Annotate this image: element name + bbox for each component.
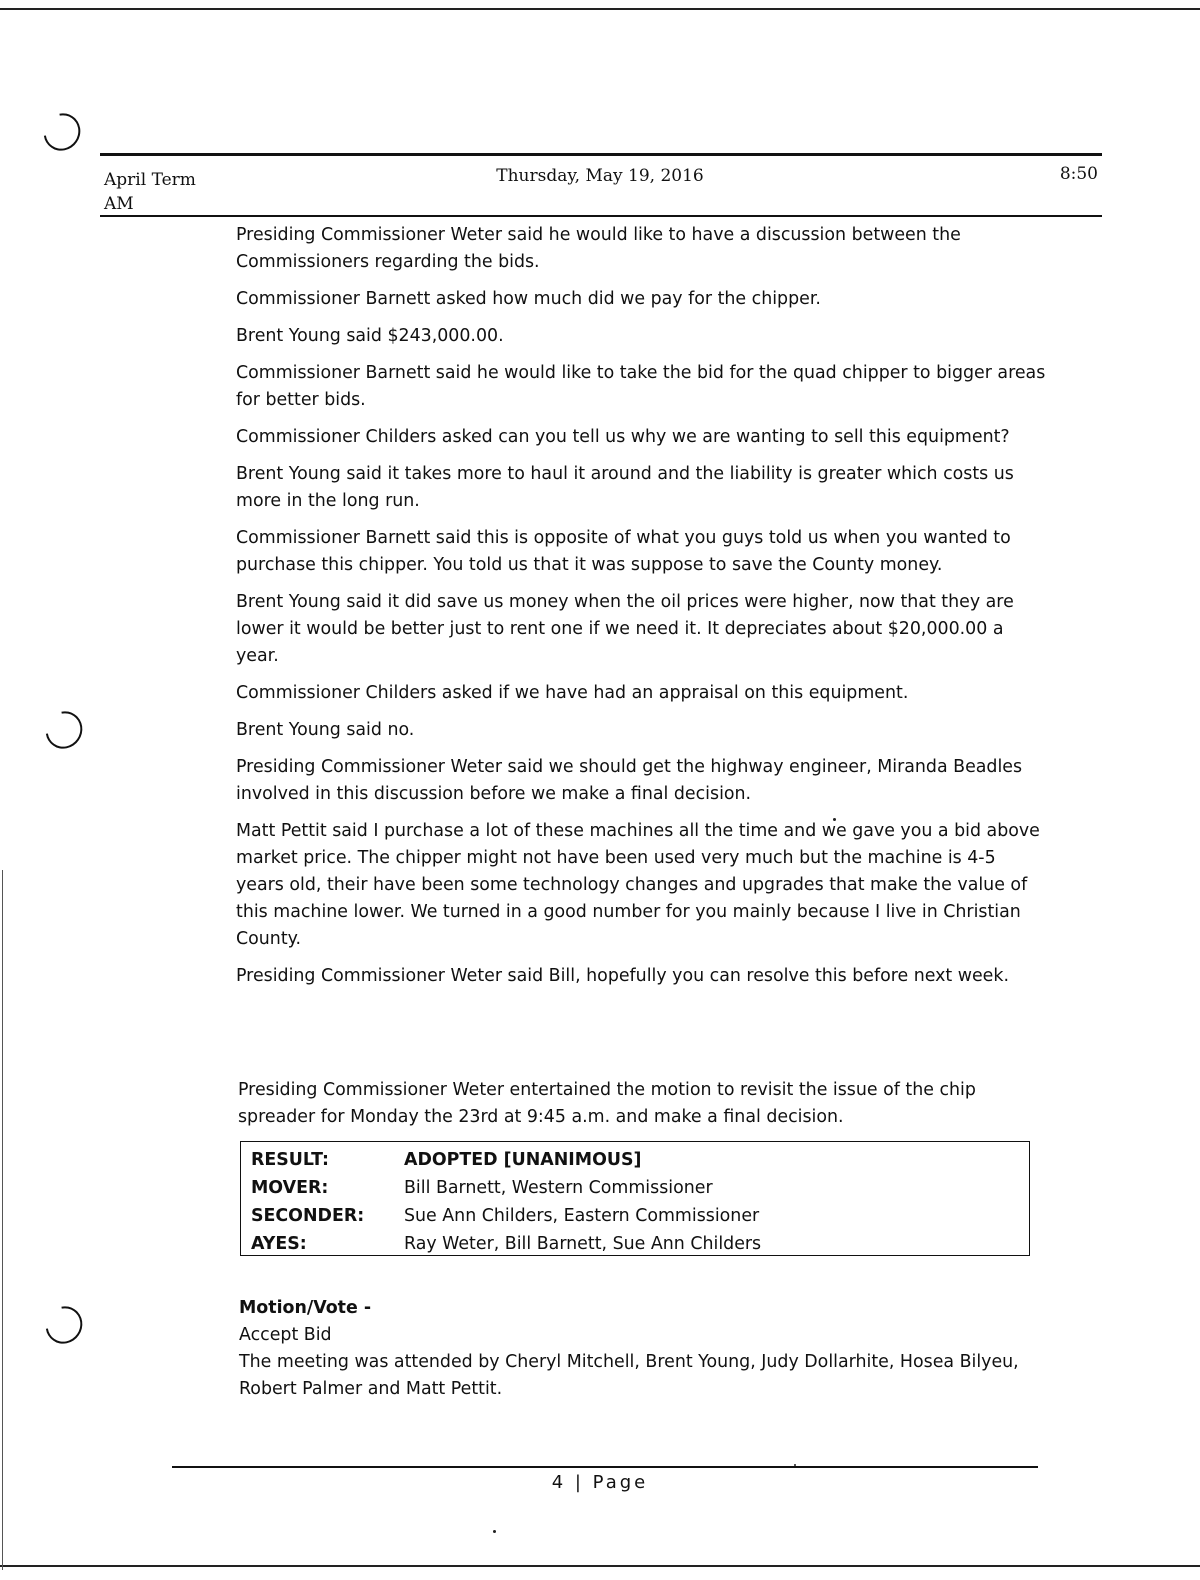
minutes-paragraph: Brent Young said it did save us money when the oil prices were higher, now that they are lower it would be better just to rent one if we need it. It depreciates about $20,000.00 a year. (236, 592, 1014, 666)
seconder-label: SECONDER: (251, 1206, 365, 1226)
mover-value: Bill Barnett, Western Commissioner (404, 1178, 713, 1198)
header-top-rule (100, 153, 1102, 156)
minutes-body (236, 222, 1046, 1000)
vote-result-table (240, 1141, 1030, 1256)
attendance-statement: The meeting was attended by Cheryl Mitchell, Brent Young, Judy Dollarhite, Hosea Bilyeu, Robert Palmer and Matt Pettit. (239, 1352, 1019, 1399)
minutes-paragraph: Commissioner Childers asked if we have had an appraisal on this equipment. (236, 683, 909, 703)
minutes-paragraph: Matt Pettit said I purchase a lot of these machines all the time and we gave you a bid above market price. The chipper might not have been used very much but the machine is 4-5 years old, their have been some technology changes and upgrades that make the value of this machine lower. We turned in a good number for you mainly because I live in Christian County. (236, 821, 1040, 949)
scan-edge-left (2, 870, 3, 1570)
scan-edge-top (0, 8, 1200, 10)
minutes-paragraph: Brent Young said it takes more to haul it around and the liability is greater which costs us more in the long run. (236, 464, 1014, 511)
term-label: April Term (104, 170, 196, 190)
minutes-paragraph: Commissioner Childers asked can you tell us why we are wanting to sell this equipment? (236, 427, 1010, 447)
result-value: ADOPTED [UNANIMOUS] (404, 1150, 642, 1170)
minutes-paragraph: Brent Young said $243,000.00. (236, 326, 504, 346)
meeting-date: Thursday, May 19, 2016 (496, 166, 704, 186)
minutes-paragraph: Commissioner Barnett said he would like to take the bid for the quad chipper to bigger areas for better bids. (236, 363, 1046, 410)
minutes-paragraph: Commissioner Barnett said this is opposite of what you guys told us when you wanted to purchase this chipper. You told us that it was suppose to save the County money. (236, 528, 1011, 575)
ayes-value: Ray Weter, Bill Barnett, Sue Ann Childers (404, 1234, 762, 1254)
scan-speck (833, 818, 836, 821)
ayes-label: AYES: (251, 1234, 307, 1254)
scan-speck (493, 1530, 496, 1533)
scan-edge-bottom (0, 1565, 1200, 1567)
scan-speck (794, 1464, 796, 1466)
mover-label: MOVER: (251, 1178, 329, 1198)
meeting-time: 8:50 (1059, 164, 1098, 184)
minutes-paragraph: Commissioner Barnett asked how much did we pay for the chipper. (236, 289, 821, 309)
motion-vote-heading: Motion/Vote - (239, 1298, 372, 1318)
footer-rule (172, 1466, 1038, 1468)
page-number: 4 | Page (551, 1472, 649, 1493)
minutes-paragraph: Brent Young said no. (236, 720, 415, 740)
motion-vote-item: Accept Bid (239, 1325, 332, 1345)
punch-hole-icon (36, 106, 87, 158)
punch-hole-icon (38, 704, 89, 756)
result-label: RESULT: (251, 1150, 329, 1170)
minutes-paragraph: Presiding Commissioner Weter said we should get the highway engineer, Miranda Beadles involved in this discussion before we make a final decision. (236, 757, 1023, 804)
period-label: AM (104, 194, 134, 214)
minutes-paragraph: Presiding Commissioner Weter said he would like to have a discussion between the Commissioners regarding the bids. (236, 225, 961, 272)
minutes-paragraph: Presiding Commissioner Weter said Bill, hopefully you can resolve this before next week. (236, 966, 1009, 986)
header-bottom-rule (100, 215, 1102, 217)
motion-statement: Presiding Commissioner Weter entertained the motion to revisit the issue of the chip spreader for Monday the 23rd at 9:45 a.m. and make a final decision. (238, 1080, 976, 1127)
punch-hole-icon (38, 1299, 89, 1351)
header-term (104, 168, 196, 216)
seconder-value: Sue Ann Childers, Eastern Commissioner (404, 1206, 760, 1226)
motion-vote-section (239, 1295, 1039, 1403)
